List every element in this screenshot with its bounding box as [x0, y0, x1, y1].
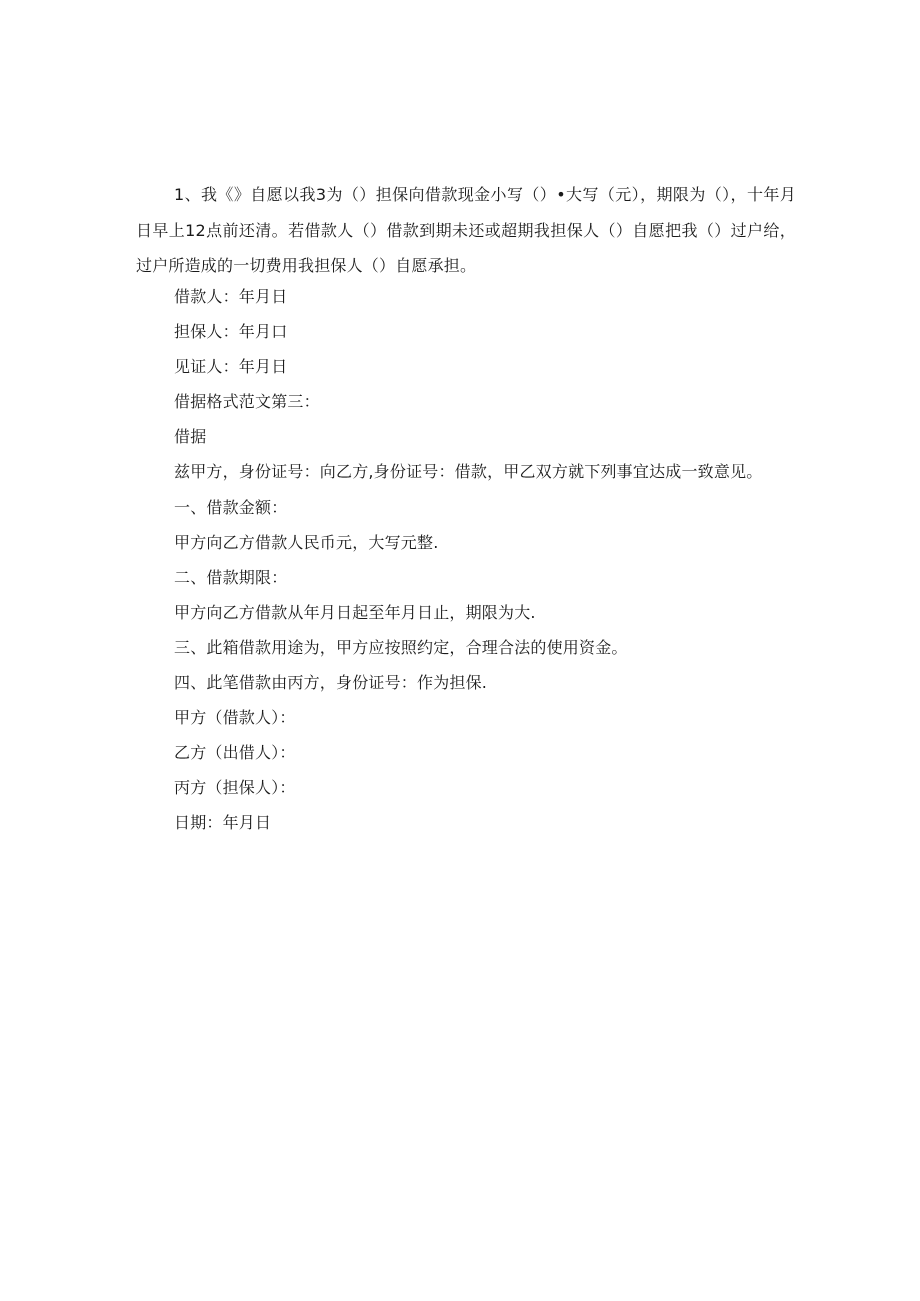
- line-borrower-date: 借款人：年月日: [174, 287, 288, 306]
- line-template-heading: 借据格式范文第三：: [174, 392, 320, 412]
- line-party-b: 乙方（出借人）：: [174, 743, 296, 763]
- line-section-guarantee: 四、此笔借款由丙方，身份证号：作为担保.: [174, 673, 488, 693]
- line-date: 日期：年月日: [174, 813, 272, 833]
- line-section-amount: 一、借款金额：: [174, 497, 288, 517]
- line-term-detail: 甲方向乙方借款从年月日起至年月日止，期限为大.: [174, 602, 536, 622]
- line-guarantor-date: 担保人：年月口: [174, 322, 288, 342]
- document-lines: [174, 279, 814, 841]
- line-party-c: 丙方（担保人）：: [174, 778, 296, 798]
- line-parties-statement: 兹甲方，身份证号：向乙方,身份证号：借款，甲乙双方就下列事宜达成一致意见。: [174, 462, 763, 482]
- line-iou-title: 借据: [174, 427, 207, 447]
- line-party-a: 甲方（借款人）：: [174, 708, 296, 728]
- line-section-term: 二、借款期限：: [174, 567, 288, 587]
- opening-paragraph: 1、我《》自愿以我3为（）担保向借款现金小写（）•大写（元），期限为（），十年月日早上12点前还清。若借款人（）借款到期未还或超期我担保人（）自愿把我（）过户给，过户所造成的一切费用我担保人（）自愿承担。: [136, 185, 796, 275]
- line-amount-detail: 甲方向乙方借款人民币元，大写元整.: [174, 532, 439, 552]
- line-witness-date: 见证人：年月日: [174, 357, 288, 377]
- line-section-purpose: 三、此箱借款用途为，甲方应按照约定，合理合法的使用资金。: [174, 637, 628, 657]
